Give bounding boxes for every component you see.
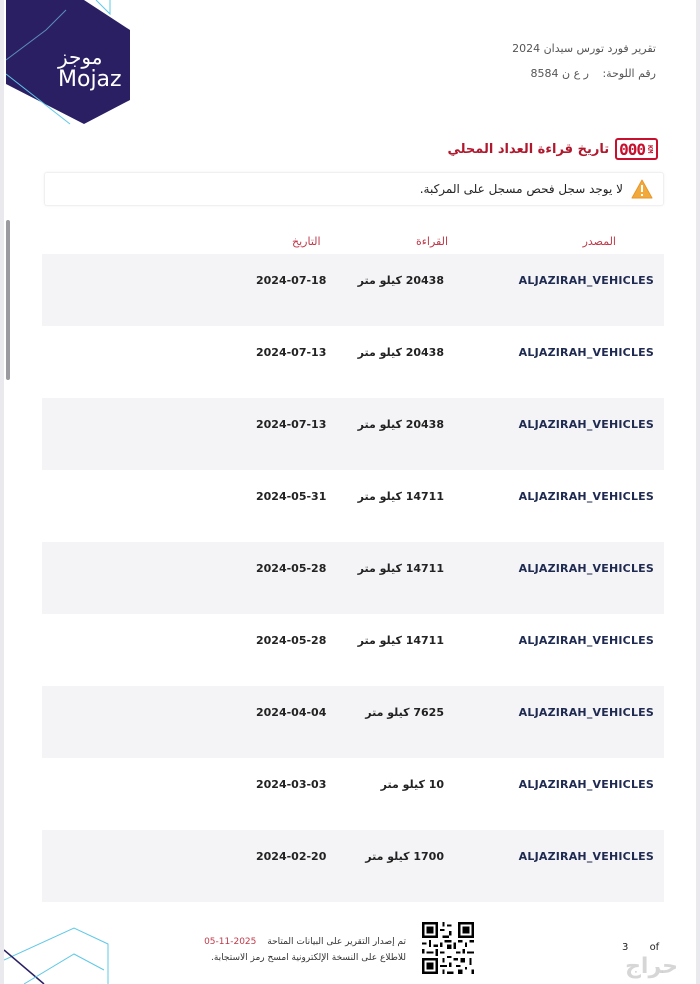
row-date: 2024-05-28 [256,634,327,647]
row-reading: 20438 كيلو متر [357,418,444,431]
table-row [42,830,664,902]
row-date: 2024-03-03 [256,778,327,791]
report-header [356,40,656,82]
table-row [42,542,664,614]
odometer-icon [615,138,658,160]
footer-notice [166,934,406,966]
row-source: ALJAZIRAH_VEHICLES [518,490,654,503]
table-row [42,254,664,326]
header-source: المصدر [582,235,616,248]
row-source: ALJAZIRAH_VEHICLES [518,562,654,575]
table-row [42,686,664,758]
alert-text: لا يوجد سجل فحص مسجل على المركبة. [419,182,623,196]
row-reading: 10 كيلو متر [380,778,444,791]
row-reading: 14711 كيلو متر [357,634,444,647]
report-footer [4,900,696,984]
row-source: ALJAZIRAH_VEHICLES [518,778,654,791]
report-page [4,0,696,984]
table-row [42,614,664,686]
row-date: 2024-05-31 [256,490,327,503]
row-date: 2024-04-04 [256,706,327,719]
issued-date: 2025-11-05 [204,937,257,947]
scan-text: للاطلاع على النسخة الإلكترونية امسح رمز الاستجابة. [211,953,406,963]
qr-code-icon[interactable] [420,920,476,976]
table-row [42,326,664,398]
no-inspection-alert [44,172,664,206]
footer-issued-line [166,934,406,950]
logo-arabic-name: موجز [58,45,103,69]
row-source: ALJAZIRAH_VEHICLES [518,634,654,647]
warning-icon [631,179,653,199]
logo-latin-name: Mojaz [58,67,122,92]
row-source: ALJAZIRAH_VEHICLES [518,346,654,359]
page-current: 3 [622,942,629,953]
section-heading [447,138,658,160]
row-source: ALJAZIRAH_VEHICLES [518,850,654,863]
row-reading: 20438 كيلو متر [357,274,444,287]
table-row [42,470,664,542]
table-header [44,230,664,254]
section-title: تاريخ قراءة العداد المحلي [447,141,610,157]
plate-label: رقم اللوحة: [602,67,656,80]
odometer-unit: KM [646,144,654,154]
row-reading: 14711 كيلو متر [357,490,444,503]
row-date: 2024-07-13 [256,346,327,359]
page-number [622,942,659,953]
watermark: حراج [625,954,678,979]
table-row [42,758,664,830]
issued-text: تم إصدار التقرير على البيانات المتاحة [267,937,406,947]
row-reading: 1700 كيلو متر [365,850,444,863]
row-date: 2024-07-13 [256,418,327,431]
mojaz-logo [6,0,146,128]
row-date: 2024-02-20 [256,850,327,863]
vertical-scrollbar[interactable] [6,220,10,380]
row-source: ALJAZIRAH_VEHICLES [518,274,654,287]
header-date: التاريخ [292,235,321,248]
odometer-digits: 000 [619,139,645,159]
plate-value: ر ع ن 8584 [530,67,589,80]
row-reading: 14711 كيلو متر [357,562,444,575]
row-date: 2024-05-28 [256,562,327,575]
row-reading: 7625 كيلو متر [365,706,444,719]
plate-line [356,66,656,82]
page-of: of [649,942,660,953]
row-reading: 20438 كيلو متر [357,346,444,359]
row-date: 2024-07-18 [256,274,327,287]
odometer-table [42,254,664,902]
corner-decoration-icon [4,920,114,984]
report-title: تقرير فورد تورس سيدان 2024 [512,42,656,55]
row-source: ALJAZIRAH_VEHICLES [518,418,654,431]
header-reading: القراءة [416,235,449,248]
table-row [42,398,664,470]
row-source: ALJAZIRAH_VEHICLES [518,706,654,719]
